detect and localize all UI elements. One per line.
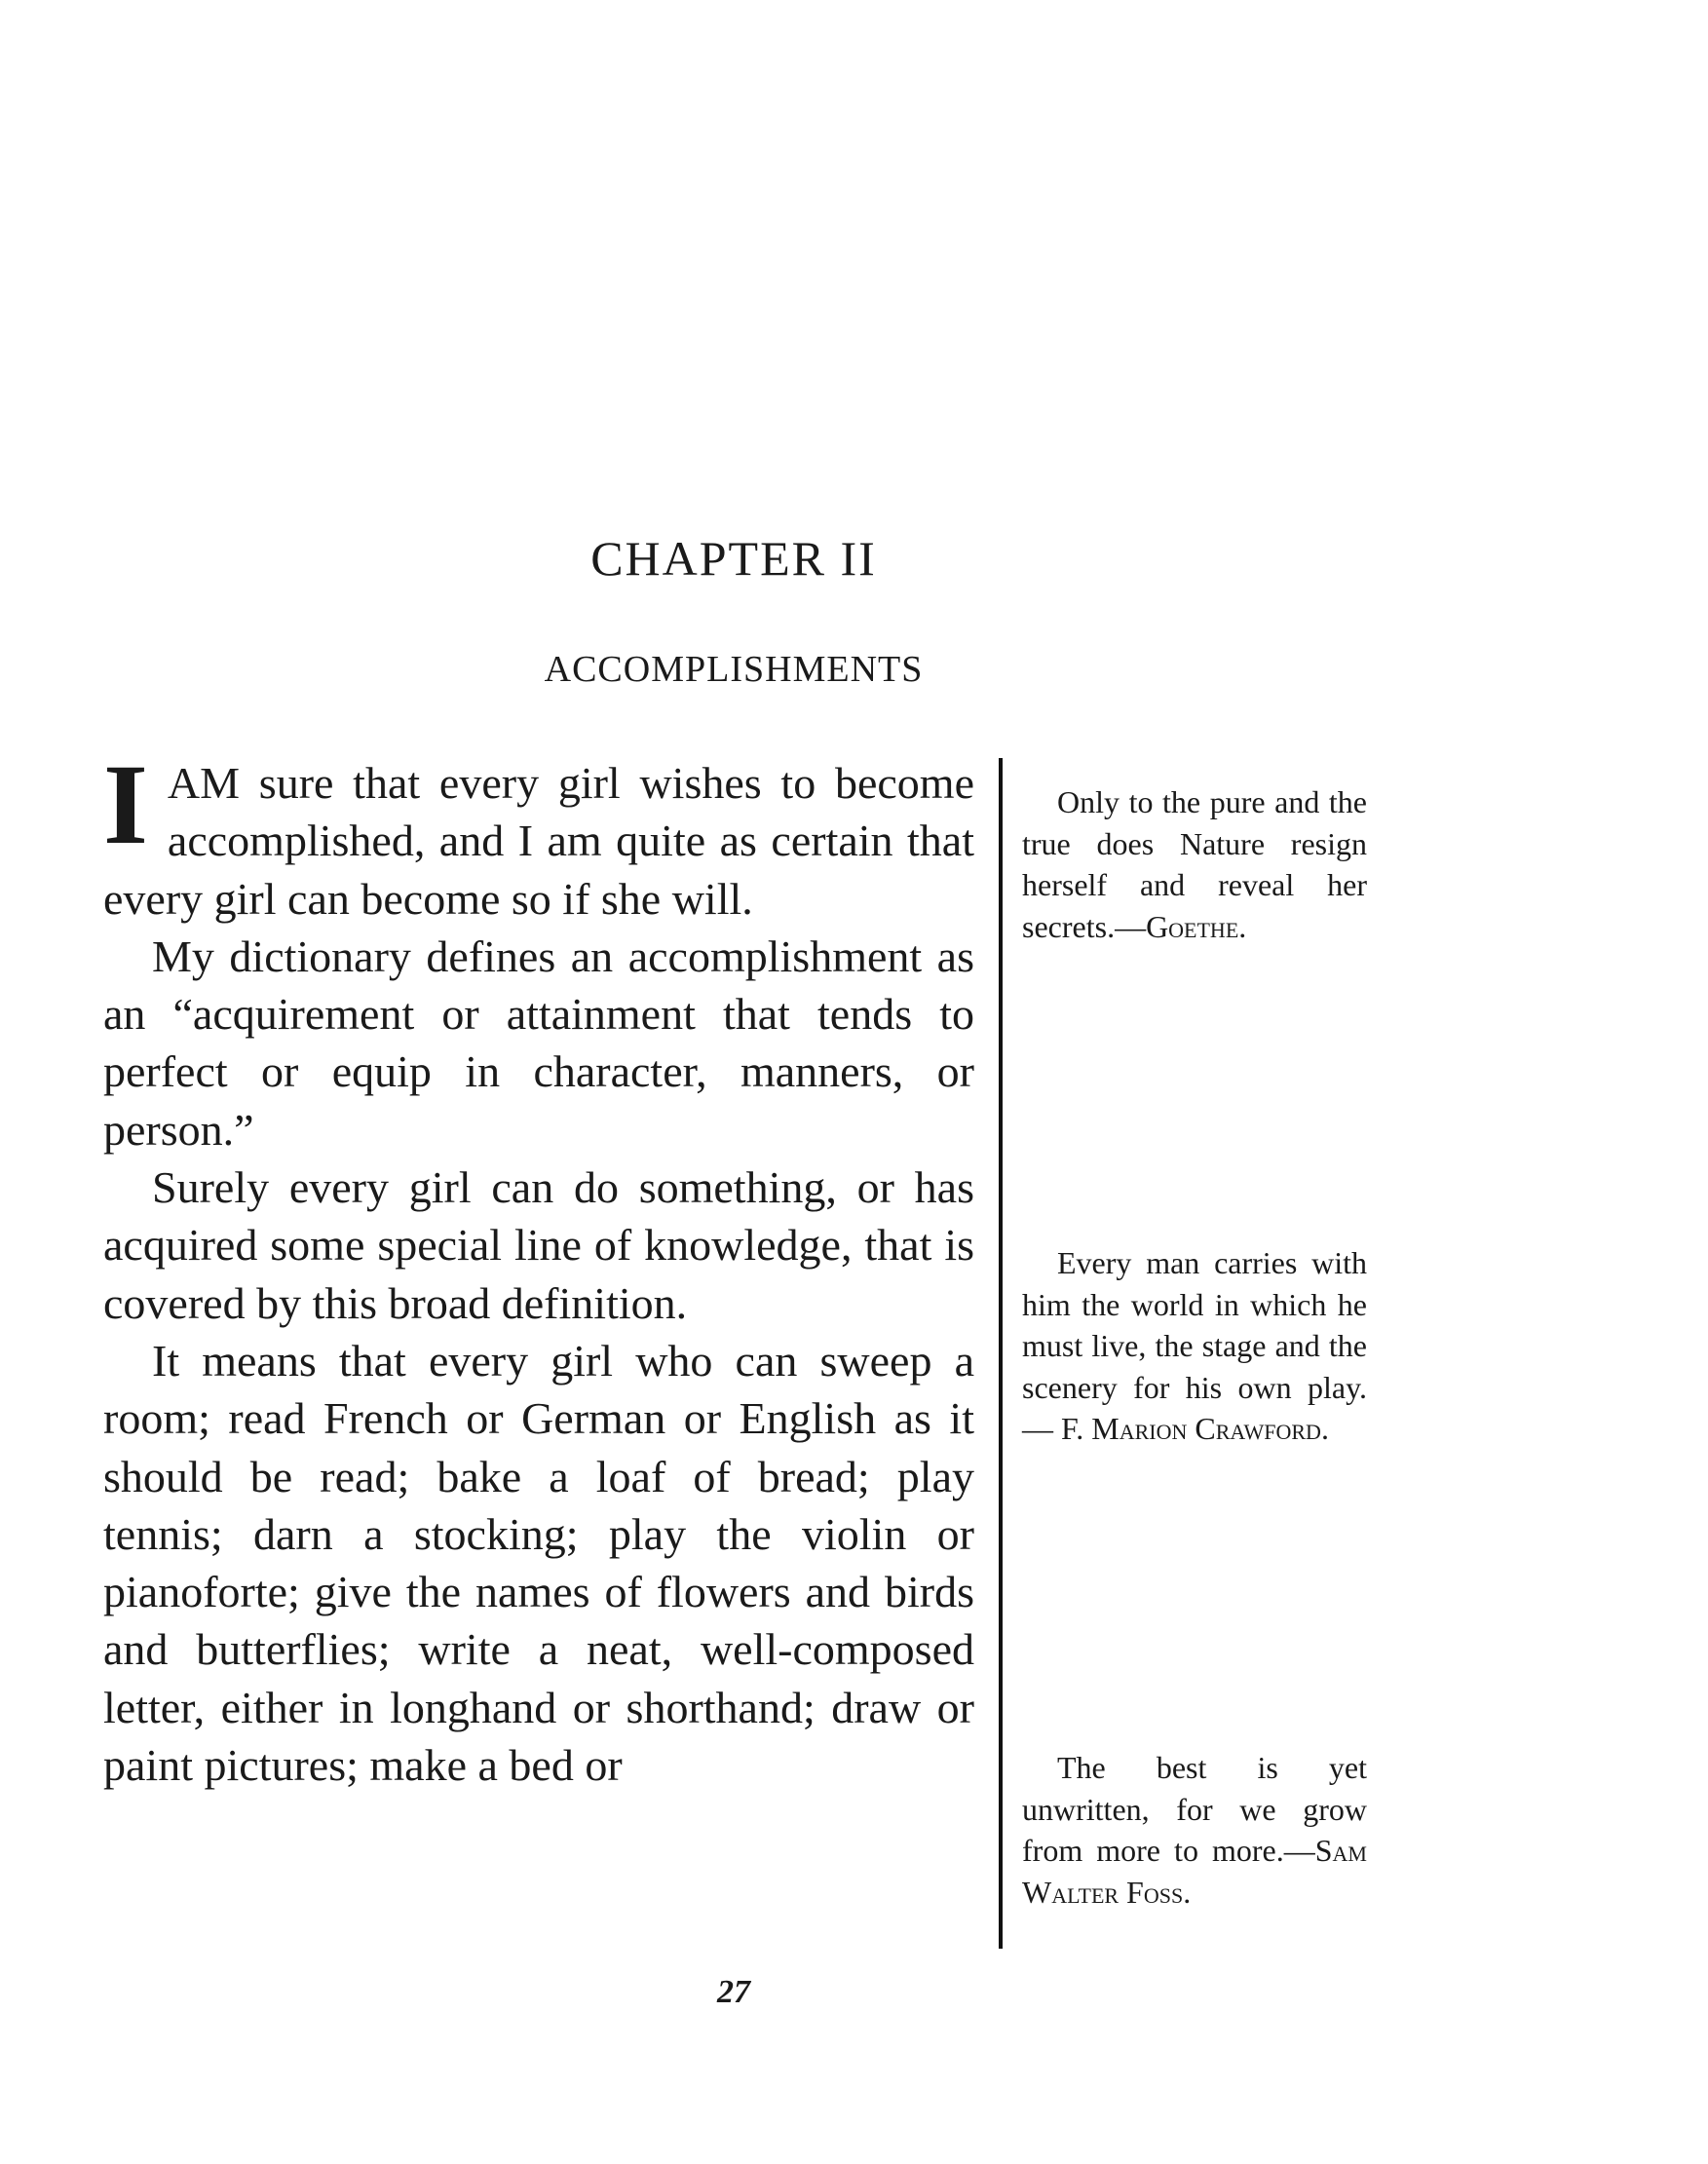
drop-cap: I bbox=[103, 740, 148, 868]
sidenote-quote-text: Every man carries with him the world in which he must live, the stage and the scenery for his own play. — bbox=[1022, 1245, 1367, 1446]
chapter-subtitle: ACCOMPLISHMENTS bbox=[544, 649, 924, 690]
paragraph-3: Surely every girl can do something, or has acquired some special line of knowledge, that is covered by this broad definition. bbox=[103, 1162, 974, 1328]
sidenote-quote bbox=[1022, 1747, 1367, 1913]
chapter-title: CHAPTER II bbox=[590, 531, 877, 586]
paragraph-2: My dictionary defines an accomplishment as an “acquirement or attainment that tends to perfect or equip in character, manners, or person.” bbox=[103, 930, 974, 1155]
sidenote-attribution: Goethe. bbox=[1146, 908, 1247, 944]
sidenote-quote bbox=[1022, 1242, 1367, 1450]
paragraph-1 bbox=[103, 740, 974, 928]
paragraph-1-text: AM sure that every girl wishes to become accomplished, and I am quite as certain that every girl can become so if she will. bbox=[103, 758, 974, 924]
sidenote-quote bbox=[1022, 781, 1367, 947]
main-text-column bbox=[103, 740, 974, 1794]
sidenote-goethe bbox=[1022, 781, 1367, 947]
sidenote-quote-text: Only to the pure and the true does Nature resign herself and reveal her secrets.— bbox=[1022, 784, 1367, 944]
sidenote-quote-text: The best is yet unwritten, for we grow from more to more.— bbox=[1022, 1750, 1367, 1868]
sidenote-attribution: F. Marion Crawford. bbox=[1061, 1411, 1329, 1446]
sidenote-crawford bbox=[1022, 1242, 1367, 1450]
sidenote-foss bbox=[1022, 1747, 1367, 1913]
sidenote-attribution: Sam Walter Foss. bbox=[1022, 1833, 1367, 1910]
column-divider bbox=[999, 758, 1003, 1949]
paragraph-4: It means that every girl who can sweep a room; read French or German or English as it should be read; bake a loaf of bread; play tennis; darn a stocking; play the violin or pianoforte; give the names of flowers and birds and butterflies; write a neat, well-composed letter, either in longhand or shorthand; draw or paint pictures; make a bed or bbox=[103, 1335, 974, 1791]
page-number: 27 bbox=[717, 1974, 750, 2010]
